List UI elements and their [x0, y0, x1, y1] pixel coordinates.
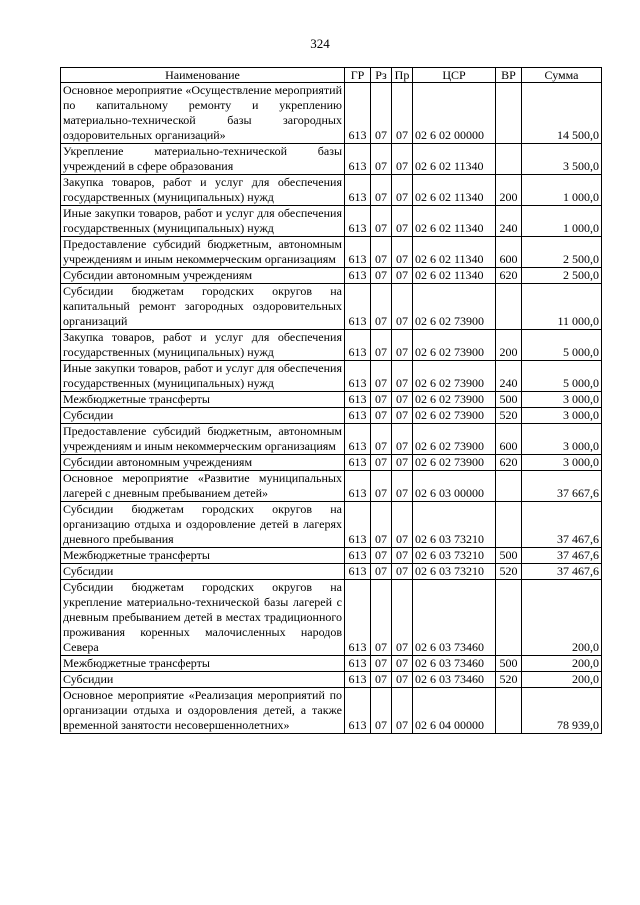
table-row — [61, 548, 602, 564]
row-gr: 613 — [345, 361, 371, 392]
row-gr: 613 — [345, 688, 371, 734]
row-vr: 200 — [496, 330, 522, 361]
row-pr: 07 — [392, 548, 413, 564]
row-vr: 200 — [496, 175, 522, 206]
row-name: Субсидии бюджетам городских округов на капитальный ремонт загородных оздоровительных организаций — [61, 284, 345, 330]
table-row — [61, 580, 602, 656]
row-csr: 02 6 02 73900 — [413, 424, 496, 455]
header-csr: ЦСР — [413, 68, 496, 83]
row-rz: 07 — [371, 392, 392, 408]
row-vr: 620 — [496, 268, 522, 284]
row-vr: 600 — [496, 237, 522, 268]
row-vr: 520 — [496, 672, 522, 688]
row-csr: 02 6 02 11340 — [413, 206, 496, 237]
row-pr: 07 — [392, 408, 413, 424]
row-pr: 07 — [392, 284, 413, 330]
row-pr: 07 — [392, 237, 413, 268]
row-sum: 3 500,0 — [522, 144, 602, 175]
row-rz: 07 — [371, 564, 392, 580]
row-rz: 07 — [371, 206, 392, 237]
row-pr: 07 — [392, 424, 413, 455]
table-row — [61, 424, 602, 455]
row-gr: 613 — [345, 206, 371, 237]
row-csr: 02 6 02 73900 — [413, 361, 496, 392]
row-csr: 02 6 03 73460 — [413, 672, 496, 688]
row-rz: 07 — [371, 580, 392, 656]
row-rz: 07 — [371, 330, 392, 361]
row-sum: 3 000,0 — [522, 408, 602, 424]
table-row — [61, 284, 602, 330]
row-sum: 1 000,0 — [522, 206, 602, 237]
row-pr: 07 — [392, 580, 413, 656]
row-csr: 02 6 03 00000 — [413, 471, 496, 502]
row-pr: 07 — [392, 502, 413, 548]
row-vr: 500 — [496, 548, 522, 564]
row-name: Субсидии бюджетам городских округов на укрепление материально-технической базы лагерей с дневным пребыванием детей в местах традиционного проживания коренных малочисленных народов Севера — [61, 580, 345, 656]
row-sum: 14 500,0 — [522, 83, 602, 144]
table-row — [61, 672, 602, 688]
row-vr: 520 — [496, 564, 522, 580]
row-vr: 500 — [496, 392, 522, 408]
table-row — [61, 237, 602, 268]
row-sum: 37 467,6 — [522, 502, 602, 548]
table-row — [61, 83, 602, 144]
row-pr: 07 — [392, 392, 413, 408]
row-name: Основное мероприятие «Реализация мероприятий по организации отдыха и оздоровления детей, а также временной занятости несовершеннолетних» — [61, 688, 345, 734]
row-csr: 02 6 03 73210 — [413, 564, 496, 580]
row-sum: 200,0 — [522, 580, 602, 656]
row-csr: 02 6 02 11340 — [413, 237, 496, 268]
page-number: 324 — [310, 36, 330, 51]
row-name: Закупка товаров, работ и услуг для обеспечения государственных (муниципальных) нужд — [61, 175, 345, 206]
header-vr: ВР — [496, 68, 522, 83]
row-csr: 02 6 03 73460 — [413, 656, 496, 672]
row-gr: 613 — [345, 564, 371, 580]
header-gr: ГР — [345, 68, 371, 83]
header-name: Наименование — [61, 68, 345, 83]
row-sum: 1 000,0 — [522, 175, 602, 206]
row-name: Межбюджетные трансферты — [61, 656, 345, 672]
row-pr: 07 — [392, 564, 413, 580]
row-rz: 07 — [371, 284, 392, 330]
row-rz: 07 — [371, 175, 392, 206]
table-row — [61, 392, 602, 408]
row-vr: 600 — [496, 424, 522, 455]
row-vr: 620 — [496, 455, 522, 471]
row-gr: 613 — [345, 408, 371, 424]
row-csr: 02 6 02 11340 — [413, 175, 496, 206]
row-gr: 613 — [345, 392, 371, 408]
row-sum: 2 500,0 — [522, 268, 602, 284]
row-rz: 07 — [371, 361, 392, 392]
row-gr: 613 — [345, 175, 371, 206]
row-csr: 02 6 02 73900 — [413, 284, 496, 330]
row-sum: 5 000,0 — [522, 330, 602, 361]
row-sum: 3 000,0 — [522, 424, 602, 455]
row-name: Субсидии — [61, 408, 345, 424]
row-sum: 3 000,0 — [522, 455, 602, 471]
row-gr: 613 — [345, 502, 371, 548]
row-gr: 613 — [345, 144, 371, 175]
row-name: Закупка товаров, работ и услуг для обеспечения государственных (муниципальных) нужд — [61, 330, 345, 361]
row-gr: 613 — [345, 548, 371, 564]
table-row — [61, 408, 602, 424]
table-body — [61, 83, 602, 734]
row-name: Межбюджетные трансферты — [61, 392, 345, 408]
row-gr: 613 — [345, 424, 371, 455]
table-row — [61, 471, 602, 502]
row-pr: 07 — [392, 455, 413, 471]
row-vr — [496, 144, 522, 175]
row-vr — [496, 688, 522, 734]
row-sum: 5 000,0 — [522, 361, 602, 392]
row-pr: 07 — [392, 268, 413, 284]
row-csr: 02 6 02 73900 — [413, 408, 496, 424]
table-row — [61, 656, 602, 672]
row-gr: 613 — [345, 471, 371, 502]
row-csr: 02 6 03 73210 — [413, 548, 496, 564]
row-gr: 613 — [345, 656, 371, 672]
table-row — [61, 502, 602, 548]
row-sum: 2 500,0 — [522, 237, 602, 268]
row-csr: 02 6 02 11340 — [413, 268, 496, 284]
table-row — [61, 330, 602, 361]
table-row — [61, 564, 602, 580]
row-name: Основное мероприятие «Осуществление мероприятий по капитальному ремонту и укреплению материально-технической базы загородных оздоровительных организаций» — [61, 83, 345, 144]
row-sum: 78 939,0 — [522, 688, 602, 734]
row-csr: 02 6 02 73900 — [413, 455, 496, 471]
row-pr: 07 — [392, 330, 413, 361]
row-rz: 07 — [371, 237, 392, 268]
header-sum: Сумма — [522, 68, 602, 83]
row-csr: 02 6 02 73900 — [413, 330, 496, 361]
row-sum: 11 000,0 — [522, 284, 602, 330]
row-pr: 07 — [392, 206, 413, 237]
row-rz: 07 — [371, 471, 392, 502]
row-name: Субсидии — [61, 564, 345, 580]
row-pr: 07 — [392, 656, 413, 672]
row-pr: 07 — [392, 672, 413, 688]
row-rz: 07 — [371, 455, 392, 471]
row-csr: 02 6 03 73210 — [413, 502, 496, 548]
row-name: Основное мероприятие «Развитие муниципальных лагерей с дневным пребыванием детей» — [61, 471, 345, 502]
header-rz: Рз — [371, 68, 392, 83]
row-csr: 02 6 03 73460 — [413, 580, 496, 656]
row-gr: 613 — [345, 237, 371, 268]
row-csr: 02 6 02 00000 — [413, 83, 496, 144]
row-vr: 520 — [496, 408, 522, 424]
row-rz: 07 — [371, 548, 392, 564]
row-pr: 07 — [392, 83, 413, 144]
row-vr — [496, 471, 522, 502]
row-sum: 37 667,6 — [522, 471, 602, 502]
row-rz: 07 — [371, 408, 392, 424]
row-vr — [496, 83, 522, 144]
row-csr: 02 6 02 73900 — [413, 392, 496, 408]
row-sum: 200,0 — [522, 656, 602, 672]
row-gr: 613 — [345, 284, 371, 330]
row-vr: 240 — [496, 206, 522, 237]
table-row — [61, 455, 602, 471]
row-csr: 02 6 02 11340 — [413, 144, 496, 175]
row-rz: 07 — [371, 502, 392, 548]
row-gr: 613 — [345, 268, 371, 284]
table-row — [61, 206, 602, 237]
table-row — [61, 175, 602, 206]
row-name: Укрепление материально-технической базы учреждений в сфере образования — [61, 144, 345, 175]
row-name: Предоставление субсидий бюджетным, автономным учреждениям и иным некоммерческим организациям — [61, 424, 345, 455]
row-gr: 613 — [345, 330, 371, 361]
row-sum: 37 467,6 — [522, 548, 602, 564]
row-gr: 613 — [345, 83, 371, 144]
row-gr: 613 — [345, 672, 371, 688]
table-row — [61, 688, 602, 734]
row-rz: 07 — [371, 656, 392, 672]
row-name: Иные закупки товаров, работ и услуг для обеспечения государственных (муниципальных) нужд — [61, 206, 345, 237]
table-row — [61, 144, 602, 175]
row-pr: 07 — [392, 361, 413, 392]
row-name: Субсидии автономным учреждениям — [61, 455, 345, 471]
table-row — [61, 361, 602, 392]
row-sum: 200,0 — [522, 672, 602, 688]
row-vr — [496, 502, 522, 548]
row-pr: 07 — [392, 688, 413, 734]
row-name: Субсидии — [61, 672, 345, 688]
row-name: Субсидии автономным учреждениям — [61, 268, 345, 284]
table-row — [61, 268, 602, 284]
row-vr — [496, 284, 522, 330]
row-sum: 3 000,0 — [522, 392, 602, 408]
row-rz: 07 — [371, 83, 392, 144]
row-pr: 07 — [392, 144, 413, 175]
row-rz: 07 — [371, 672, 392, 688]
table-header-row — [61, 68, 602, 83]
row-rz: 07 — [371, 688, 392, 734]
row-vr: 500 — [496, 656, 522, 672]
row-pr: 07 — [392, 175, 413, 206]
row-pr: 07 — [392, 471, 413, 502]
row-name: Предоставление субсидий бюджетным, автономным учреждениям и иным некоммерческим организациям — [61, 237, 345, 268]
row-name: Иные закупки товаров, работ и услуг для обеспечения государственных (муниципальных) нужд — [61, 361, 345, 392]
row-rz: 07 — [371, 424, 392, 455]
row-gr: 613 — [345, 455, 371, 471]
header-pr: Пр — [392, 68, 413, 83]
row-csr: 02 6 04 00000 — [413, 688, 496, 734]
row-name: Межбюджетные трансферты — [61, 548, 345, 564]
row-sum: 37 467,6 — [522, 564, 602, 580]
row-vr: 240 — [496, 361, 522, 392]
row-vr — [496, 580, 522, 656]
row-rz: 07 — [371, 144, 392, 175]
row-gr: 613 — [345, 580, 371, 656]
budget-table — [60, 67, 602, 734]
row-name: Субсидии бюджетам городских округов на организацию отдыха и оздоровление детей в лагерях дневного пребывания — [61, 502, 345, 548]
row-rz: 07 — [371, 268, 392, 284]
